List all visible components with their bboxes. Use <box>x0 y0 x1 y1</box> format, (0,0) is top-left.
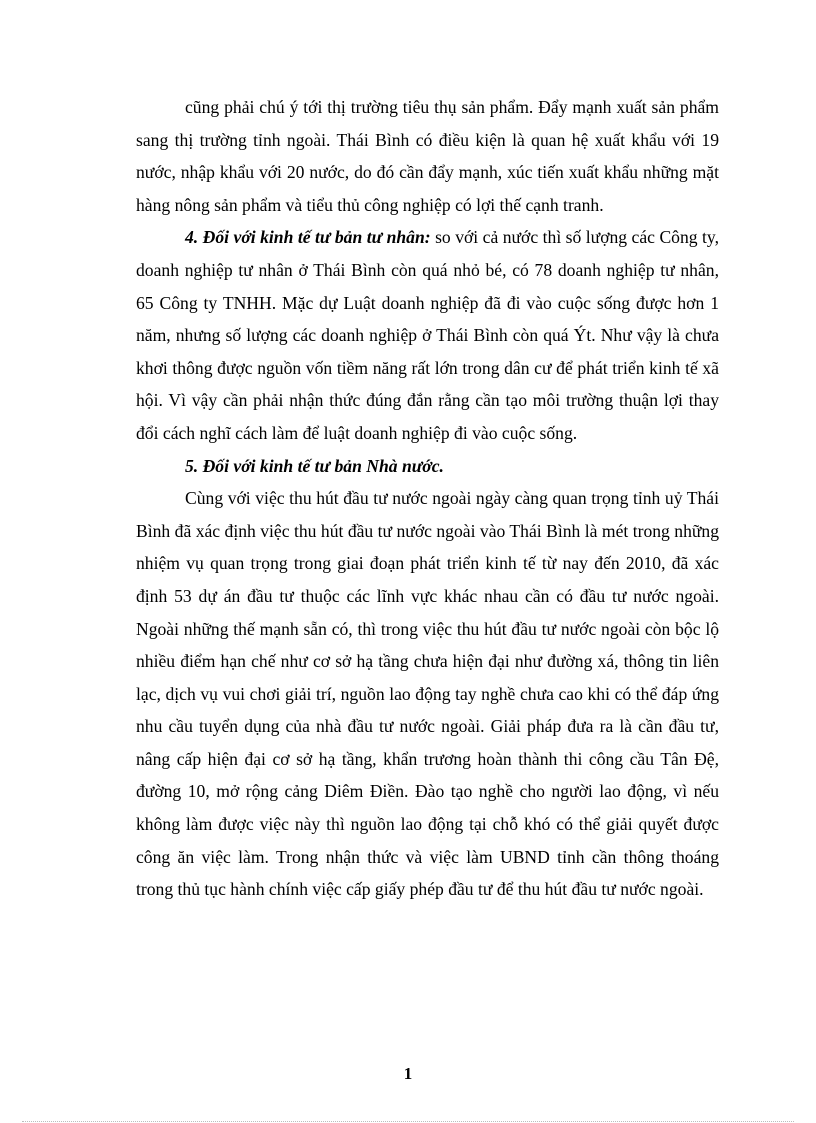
section-heading-state-capital: 5. Đối với kinh tế tư bản Nhà nước. <box>185 455 444 476</box>
paragraph-private-capital-body: so với cả nước thì số lượng các Công ty, doanh nghiệp tư nhân ở Thái Bình còn quá nhỏ bé, có 78 doanh nghiệp tư nhân, 65 Công ty TNHH. Mặc dự Luật doanh nghiệp đã đi vào cuộc sống được hơn 1 năm, nhưng số lượng các doanh nghiệp ở Thái Bình còn quá Ýt. Như vậy là chưa khơi thông được nguồn vốn tiềm năng rất lớn trong dân cư để phát triển kinh tế xã hội. Vì vậy cần phải nhận thức đúng đắn rằng cần tạo môi trường thuận lợi thay đổi cách nghĩ cách làm để luật doanh nghiệp đi vào cuộc sống. <box>136 227 719 443</box>
page-number: 1 <box>403 1064 413 1083</box>
paragraph-private-capital <box>136 221 719 449</box>
paragraph-market: cũng phải chú ý tới thị trường tiêu thụ sản phẩm. Đẩy mạnh xuất sản phẩm sang thị trường tỉnh ngoài. Thái Bình có điều kiện là quan hệ xuất khẩu với 19 nước, nhập khẩu với 20 nước, do đó cần đẩy mạnh, xúc tiến xuất khẩu những mặt hàng nông sản phẩm và tiểu thủ công nghiệp có lợi thế cạnh tranh. <box>136 97 719 215</box>
paragraph-foreign-investment: Cùng với việc thu hút đầu tư nước ngoài ngày càng quan trọng tỉnh uỷ Thái Bình đã xác định việc thu hút đầu tư nước ngoài vào Thái Bình là mét trong những nhiệm vụ quan trọng trong giai đoạn phát triển kinh tế từ nay đến 2010, đã xác định 53 dự án đầu tư thuộc các lĩnh vực khác nhau cần có đầu tư nước ngoài. Ngoài những thế mạnh sẵn có, thì trong việc thu hút đầu tư nước ngoài còn bộc lộ nhiều điểm hạn chế như cơ sở hạ tầng chưa hiện đại như đường xá, thông tin liên lạc, dịch vụ vui chơi giải trí, nguồn lao động tay nghề chưa cao khi có thể đáp ứng nhu cầu tuyển dụng của nhà đầu tư nước ngoài. Giải pháp đưa ra là cần đầu tư, nâng cấp hiện đại cơ sở hạ tầng, khẩn trương hoàn thành thi công cầu Tân Đệ, đường 10, mở rộng cảng Diêm Điền. Đào tạo nghề cho người lao động, vì nếu không làm được việc này thì nguồn lao động tại chỗ khó có thể giải quyết được công ăn việc làm. Trong nhận thức và việc làm UBND tỉnh cần thông thoáng trong thủ tục hành chính việc cấp giấy phép đầu tư để thu hút đầu tư nước ngoài. <box>136 488 719 900</box>
section-heading-private-capital: 4. Đối với kinh tế tư bản tư nhân: <box>185 227 431 248</box>
page-bottom-border <box>22 1121 794 1122</box>
document-body <box>136 91 719 906</box>
